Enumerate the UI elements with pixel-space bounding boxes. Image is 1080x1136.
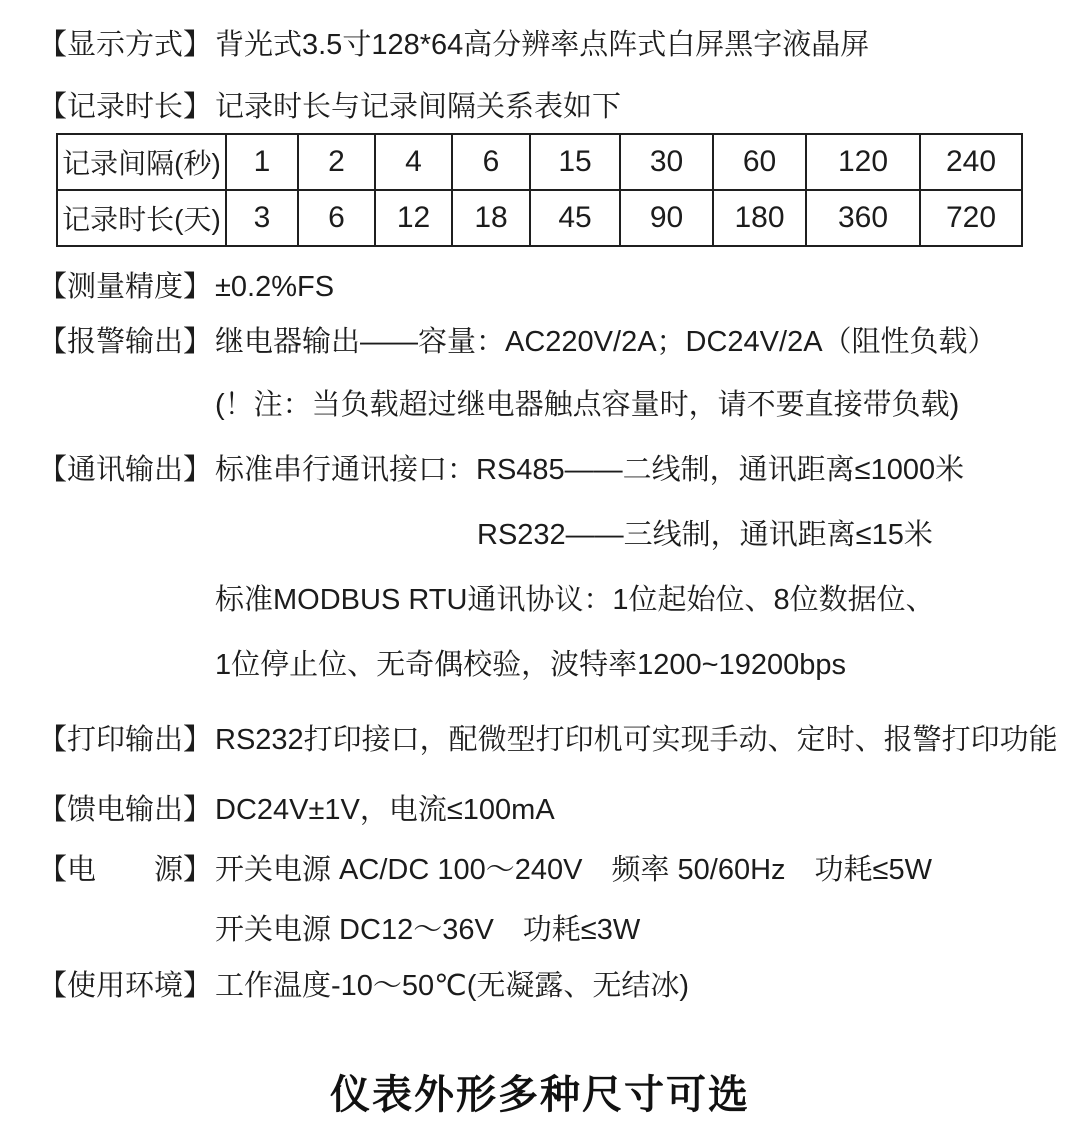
value-cell: 4 — [375, 134, 452, 190]
spec-text: ±0.2%FS — [215, 271, 335, 303]
spec-label: 【测量精度】 — [38, 271, 213, 303]
value-cell: 6 — [452, 134, 530, 190]
spec-label: 【电 源】 — [38, 854, 213, 886]
spec-text: RS232——三线制，通讯距离≤15米 — [477, 519, 933, 551]
value-cell: 1 — [226, 134, 298, 190]
spec-row-alarm-output — [38, 322, 1050, 425]
footer-heading: 仪表外形多种尺寸可选 — [330, 1073, 750, 1117]
value-cell: 18 — [452, 190, 530, 246]
spec-text: 标准串行通讯接口：RS485——二线制，通讯距离≤1000米 — [215, 454, 965, 486]
spec-row-accuracy — [38, 267, 1050, 307]
spec-row-record-duration — [38, 87, 1050, 127]
value-cell: 6 — [298, 190, 375, 246]
spec-text: 1位停止位、无奇偶校验，波特率1200~19200bps — [215, 649, 846, 681]
record-interval-duration-table — [56, 133, 1023, 247]
value-cell: 720 — [920, 190, 1022, 246]
spec-label: 【显示方式】 — [38, 29, 213, 61]
spec-text: 开关电源 AC/DC 100～240V 频率 50/60Hz 功耗≤5W — [215, 854, 932, 886]
value-cell: 30 — [620, 134, 713, 190]
value-cell: 45 — [530, 190, 620, 246]
value-cell: 90 — [620, 190, 713, 246]
spec-content — [215, 25, 1050, 65]
spec-label: 【报警输出】 — [38, 326, 213, 358]
spec-text: 记录时长与记录间隔关系表如下 — [215, 91, 622, 123]
spec-text: 工作温度-10～50℃(无凝露、无结冰) — [215, 970, 690, 1002]
table-row-intervals — [57, 134, 1022, 190]
spec-label: 【记录时长】 — [38, 91, 213, 123]
value-cell: 120 — [806, 134, 920, 190]
spec-row-environment — [38, 966, 1050, 1006]
spec-label: 【馈电输出】 — [38, 794, 213, 826]
spec-label: 【使用环境】 — [38, 970, 213, 1002]
value-cell: 60 — [713, 134, 806, 190]
value-cell: 2 — [298, 134, 375, 190]
value-cell: 15 — [530, 134, 620, 190]
spec-row-comm-output — [38, 450, 1050, 685]
spec-label: 【通讯输出】 — [38, 454, 213, 486]
spec-text: 背光式3.5寸128*64高分辨率点阵式白屏黑字液晶屏 — [215, 29, 870, 61]
spec-content — [215, 850, 1050, 950]
spec-content — [215, 790, 1050, 830]
spec-text: 开关电源 DC12～36V 功耗≤3W — [215, 914, 641, 946]
spec-note: (！注：当负载超过继电器触点容量时，请不要直接带负载) — [215, 389, 960, 421]
spec-text: RS232打印接口，配微型打印机可实现手动、定时、报警打印功能 — [215, 724, 1058, 756]
spec-content — [215, 322, 1050, 425]
spec-row-feed-output — [38, 790, 1050, 830]
value-cell: 180 — [713, 190, 806, 246]
row-header-cell: 记录间隔(秒) — [57, 134, 226, 190]
spec-row-print-output — [38, 720, 1058, 760]
spec-content — [215, 720, 1058, 760]
spec-row-power-supply — [38, 850, 1050, 950]
spec-content — [215, 450, 1050, 685]
spec-content — [215, 267, 1050, 307]
spec-text: DC24V±1V，电流≤100mA — [215, 794, 555, 826]
table-row-durations — [57, 190, 1022, 246]
spec-content — [215, 87, 1050, 127]
value-cell: 12 — [375, 190, 452, 246]
value-cell: 3 — [226, 190, 298, 246]
row-header-cell: 记录时长(天) — [57, 190, 226, 246]
spec-row-display-mode — [38, 25, 1050, 65]
spec-text: 标准MODBUS RTU通讯协议：1位起始位、8位数据位、 — [215, 584, 935, 616]
spec-content — [215, 966, 1050, 1006]
value-cell: 240 — [920, 134, 1022, 190]
spec-label: 【打印输出】 — [38, 724, 213, 756]
value-cell: 360 — [806, 190, 920, 246]
spec-text: 继电器输出——容量：AC220V/2A；DC24V/2A（阻性负载） — [215, 326, 997, 358]
